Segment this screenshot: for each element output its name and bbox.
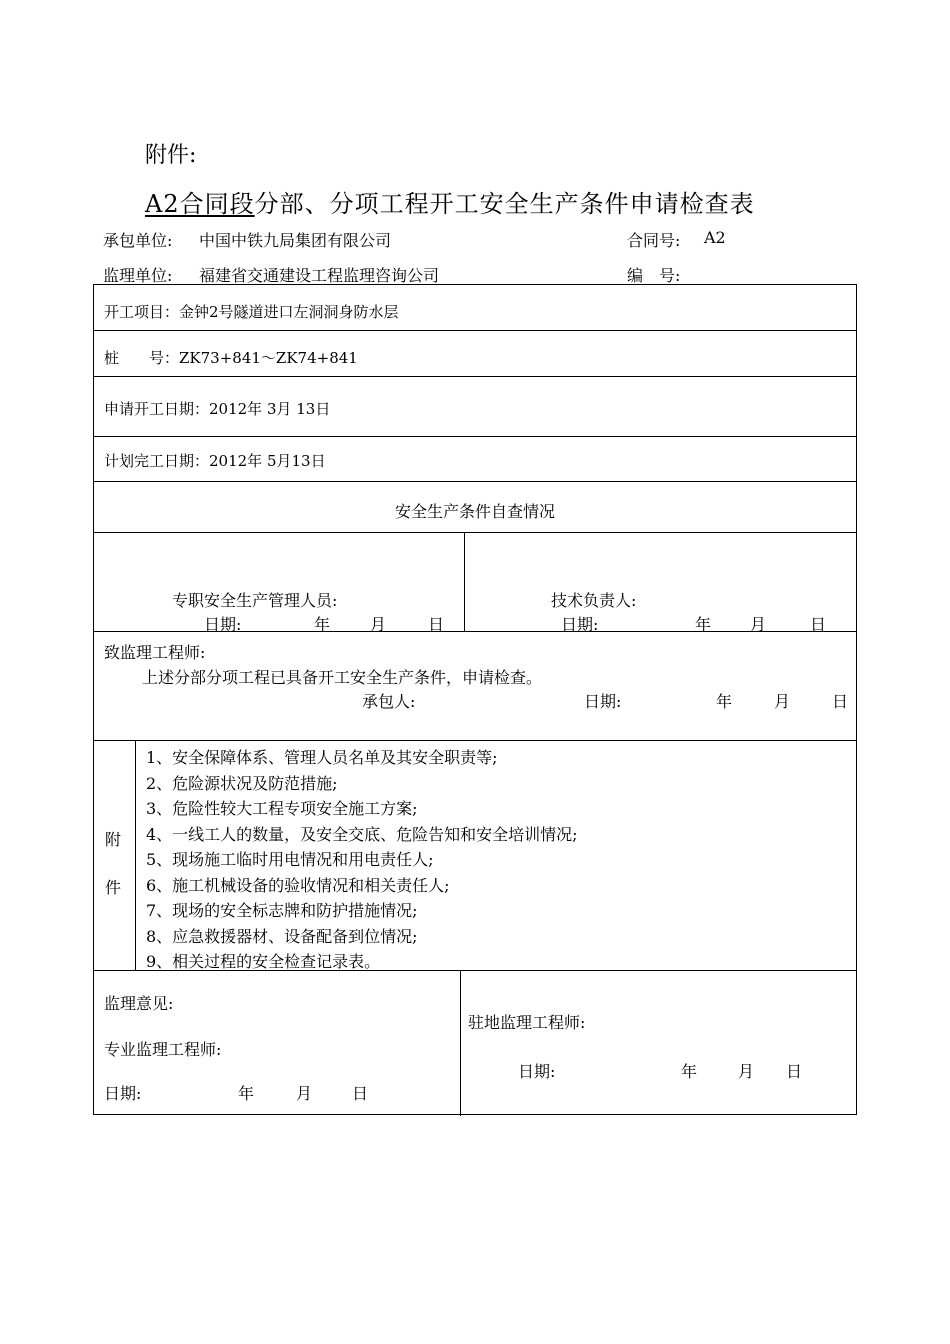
list-item: 6、施工机械设备的验收情况和相关责任人; [146,875,450,895]
column-divider [460,970,461,1116]
contract-no-label: 合同号: [627,231,681,250]
month-label: 月 [750,615,767,634]
month-label: 月 [738,1062,755,1081]
column-divider [464,532,465,631]
serial-label: 编 号: [627,266,681,285]
resident-engineer-label: 驻地监理工程师: [468,1013,586,1032]
station-field: 桩 号：ZK73+841～ZK74+841 [104,349,358,367]
list-item: 2、危险源状况及防范措施; [146,773,338,793]
year-label: 年 [314,615,331,634]
list-item: 4、一线工人的数量，及安全交底、危险告知和安全培训情况; [146,824,578,844]
project-field: 开工项目：金钟2号隧道进口左洞洞身防水层 [104,303,399,321]
column-divider [135,740,136,970]
title-main: 分部、分项工程开工安全生产条件申请检查表 [254,190,755,218]
contractor-label: 承包单位: [103,231,173,250]
document-title [145,184,755,219]
date-label: 日期: [584,692,622,711]
row-divider [94,481,856,482]
contractor-sign-label: 承包人: [362,692,416,711]
list-item: 9、相关过程的安全检查记录表。 [146,952,381,971]
day-label: 日 [428,615,445,634]
day-label: 日 [786,1062,803,1081]
title-contract-section: A2合同段 [145,190,255,218]
tech-lead-label: 技术负责人: [551,591,637,610]
end-date-field: 计划完工日期：2012年 5月13日 [104,452,326,470]
contractor-value: 中国中铁九局集团有限公司 [199,231,392,250]
date-label: 日期: [561,615,599,634]
month-label: 月 [296,1084,313,1103]
application-form-table [93,284,857,1115]
list-item: 7、现场的安全标志牌和防护措施情况; [146,901,418,920]
row-divider [94,532,856,533]
list-item: 5、现场施工临时用电情况和用电责任人; [146,850,434,869]
attachment-label: 附件: [145,143,197,168]
day-label: 日 [832,692,849,711]
day-label: 日 [810,615,827,634]
start-date-field: 申请开工日期：2012年 3月 13日 [104,400,331,418]
list-item: 1、安全保障体系、管理人员名单及其安全职责等; [146,748,498,767]
month-label: 月 [774,692,791,711]
row-divider [94,436,856,437]
attachments-list [146,745,578,975]
row-divider [94,740,856,741]
year-label: 年 [695,615,712,634]
supervisor-label: 监理单位: [103,266,173,285]
date-label: 日期: [204,615,242,634]
supervisor-value: 福建省交通建设工程监理咨询公司 [199,266,440,285]
list-item: 8、应急救援器材、设备配备到位情况; [146,926,418,946]
date-label: 日期: [518,1062,556,1081]
list-item: 3、危险性较大工程专项安全施工方案; [146,799,418,818]
supervision-opinion-label: 监理意见: [104,994,174,1013]
year-label: 年 [238,1084,255,1103]
request-body: 上述分部分项工程已具备开工安全生产条件，申请检查。 [142,668,543,687]
attachments-label-top: 附 [105,830,122,849]
specialist-engineer-label: 专业监理工程师: [104,1040,222,1059]
day-label: 日 [352,1084,369,1103]
attachments-label-bottom: 件 [105,878,122,897]
year-label: 年 [716,692,733,711]
self-check-heading: 安全生产条件自查情况 [394,502,555,521]
to-supervising-engineer: 致监理工程师: [104,643,206,662]
safety-manager-label: 专职安全生产管理人员: [172,591,338,610]
month-label: 月 [370,615,387,634]
row-divider [94,376,856,377]
year-label: 年 [681,1062,698,1081]
row-divider [94,330,856,331]
date-label: 日期: [104,1084,142,1103]
contract-no-value: A2 [704,228,726,247]
